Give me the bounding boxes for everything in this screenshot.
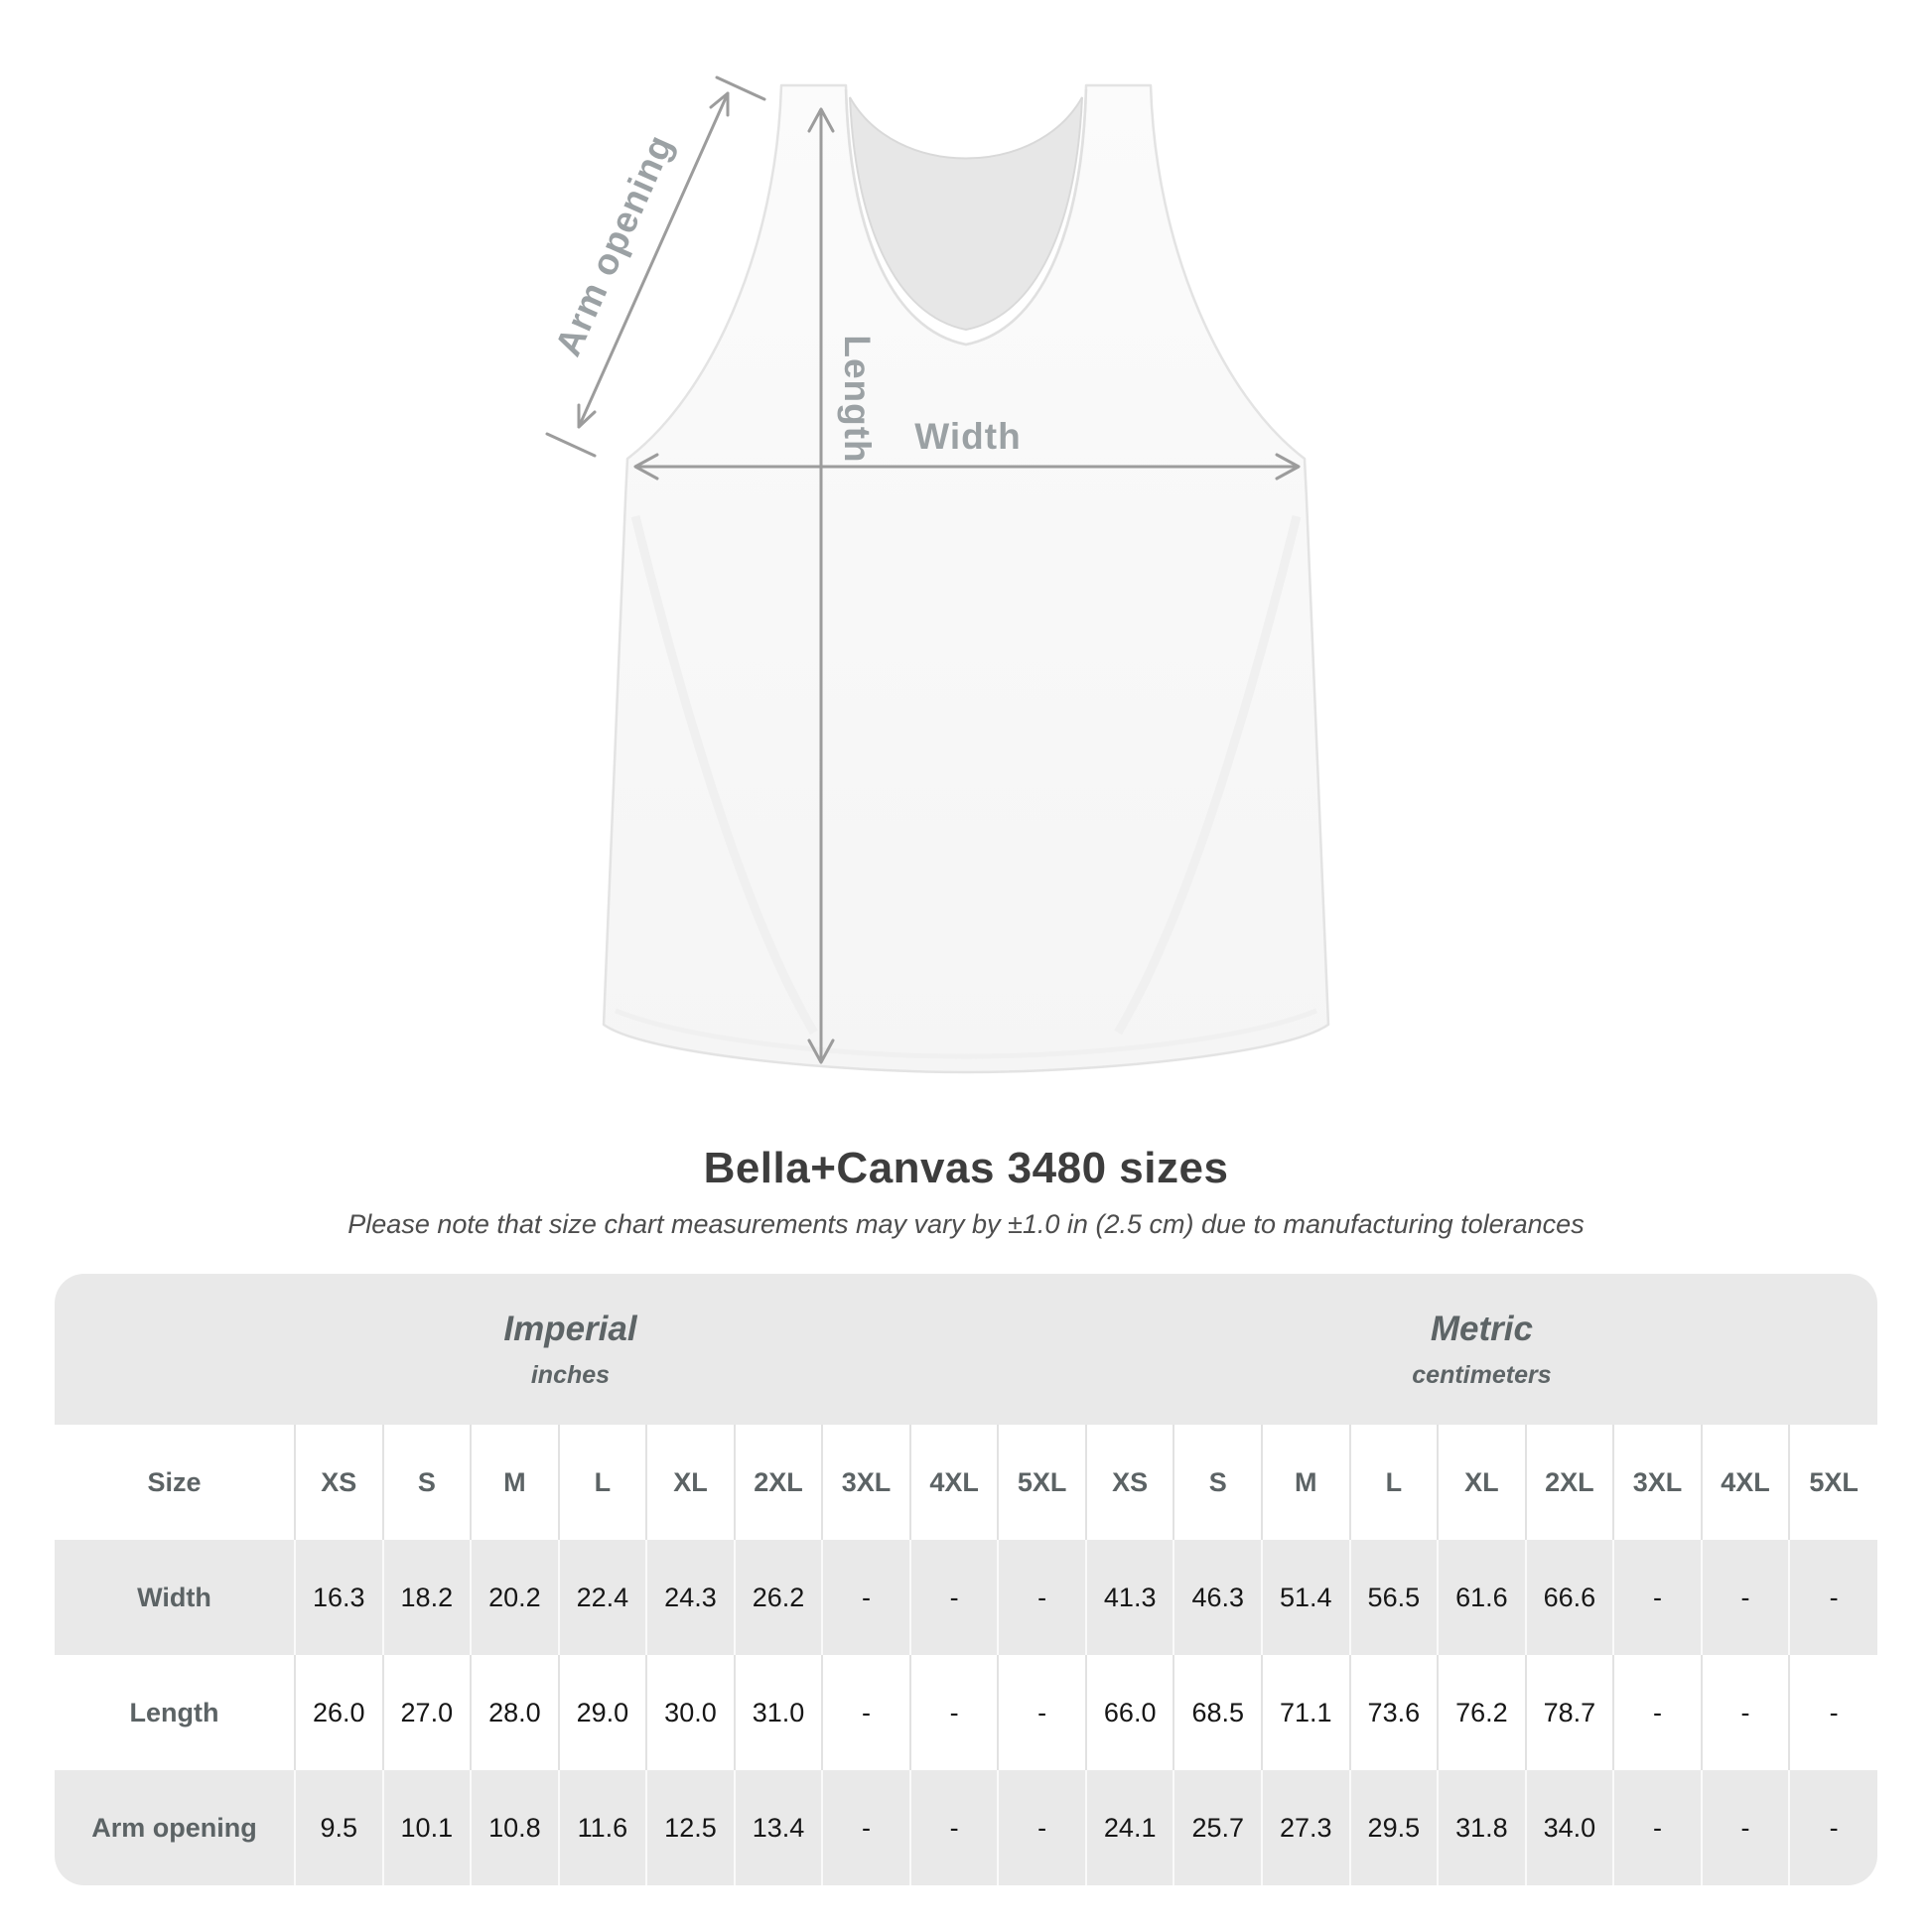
row-label-arm-opening: Arm opening: [91, 1812, 257, 1843]
col-header-metric-4xl: 4XL: [1702, 1425, 1790, 1540]
col-header-metric-m: M: [1262, 1425, 1350, 1540]
size-header-row: [55, 1425, 1877, 1540]
measurement-row-width: [55, 1540, 1877, 1655]
imperial-group-title: Imperial: [503, 1309, 637, 1348]
cell-arm-opening-metric-l: 29.5: [1350, 1770, 1439, 1885]
measurement-row-arm-opening: [55, 1770, 1877, 1885]
cell-width-metric-4xl: -: [1702, 1540, 1790, 1655]
cell-width-imperial-3xl: -: [822, 1540, 910, 1655]
col-header-imperial-4xl: 4XL: [910, 1425, 999, 1540]
cell-length-metric-5xl: -: [1789, 1655, 1877, 1770]
col-header-imperial-2xl: 2XL: [735, 1425, 823, 1540]
cell-arm-opening-metric-s: 25.7: [1173, 1770, 1262, 1885]
cell-length-metric-l: 73.6: [1350, 1655, 1439, 1770]
col-header-metric-3xl: 3XL: [1613, 1425, 1702, 1540]
cell-width-imperial-4xl: -: [910, 1540, 999, 1655]
cell-length-metric-xl: 76.2: [1438, 1655, 1526, 1770]
cell-length-metric-2xl: 78.7: [1526, 1655, 1614, 1770]
measurement-row-length: [55, 1655, 1877, 1770]
cell-width-imperial-2xl: 26.2: [735, 1540, 823, 1655]
cell-width-imperial-5xl: -: [998, 1540, 1086, 1655]
cell-length-metric-s: 68.5: [1173, 1655, 1262, 1770]
col-header-imperial-xl: XL: [646, 1425, 735, 1540]
length-label: Length: [837, 335, 878, 464]
cell-width-metric-5xl: -: [1789, 1540, 1877, 1655]
metric-group-header: [1086, 1274, 1877, 1425]
cell-arm-opening-imperial-2xl: 13.4: [735, 1770, 823, 1885]
cell-length-imperial-2xl: 31.0: [735, 1655, 823, 1770]
cell-width-imperial-l: 22.4: [559, 1540, 647, 1655]
cell-arm-opening-imperial-4xl: -: [910, 1770, 999, 1885]
metric-group-unit: centimeters: [1412, 1360, 1552, 1389]
col-header-metric-l: L: [1350, 1425, 1439, 1540]
cell-length-imperial-xl: 30.0: [646, 1655, 735, 1770]
cell-width-metric-l: 56.5: [1350, 1540, 1439, 1655]
size-table-panel: [55, 1274, 1877, 1885]
cell-arm-opening-imperial-xs: 9.5: [295, 1770, 383, 1885]
col-header-metric-xl: XL: [1438, 1425, 1526, 1540]
cell-arm-opening-imperial-m: 10.8: [471, 1770, 559, 1885]
cell-width-metric-xl: 61.6: [1438, 1540, 1526, 1655]
cell-arm-opening-imperial-s: 10.1: [383, 1770, 472, 1885]
col-header-imperial-xs: XS: [295, 1425, 383, 1540]
cell-arm-opening-metric-m: 27.3: [1262, 1770, 1350, 1885]
cell-width-metric-xs: 41.3: [1086, 1540, 1174, 1655]
col-header-imperial-s: S: [383, 1425, 472, 1540]
cell-length-metric-4xl: -: [1702, 1655, 1790, 1770]
cell-width-imperial-s: 18.2: [383, 1540, 472, 1655]
cell-arm-opening-metric-xl: 31.8: [1438, 1770, 1526, 1885]
col-header-metric-xs: XS: [1086, 1425, 1174, 1540]
cell-length-metric-xs: 66.0: [1086, 1655, 1174, 1770]
imperial-group-unit: inches: [530, 1360, 611, 1389]
size-column-header: Size: [147, 1466, 202, 1497]
cell-arm-opening-metric-5xl: -: [1789, 1770, 1877, 1885]
cell-width-metric-m: 51.4: [1262, 1540, 1350, 1655]
cell-arm-opening-metric-2xl: 34.0: [1526, 1770, 1614, 1885]
tolerance-note: Please note that size chart measurements may vary by ±1.0 in (2.5 cm) due to manufacturing tolerances: [347, 1209, 1585, 1239]
col-header-imperial-3xl: 3XL: [822, 1425, 910, 1540]
cell-width-imperial-xl: 24.3: [646, 1540, 735, 1655]
cell-length-metric-3xl: -: [1613, 1655, 1702, 1770]
cell-length-imperial-xs: 26.0: [295, 1655, 383, 1770]
cell-arm-opening-imperial-l: 11.6: [559, 1770, 647, 1885]
col-header-metric-5xl: 5XL: [1789, 1425, 1877, 1540]
page-title: Bella+Canvas 3480 sizes: [703, 1144, 1229, 1192]
unit-group-header-row: [55, 1274, 1877, 1425]
imperial-group-header: [55, 1274, 1086, 1425]
cell-arm-opening-imperial-3xl: -: [822, 1770, 910, 1885]
col-header-imperial-m: M: [471, 1425, 559, 1540]
cell-length-imperial-l: 29.0: [559, 1655, 647, 1770]
cell-arm-opening-imperial-xl: 12.5: [646, 1770, 735, 1885]
cell-arm-opening-metric-xs: 24.1: [1086, 1770, 1174, 1885]
cell-length-metric-m: 71.1: [1262, 1655, 1350, 1770]
cell-length-imperial-3xl: -: [822, 1655, 910, 1770]
cell-width-metric-s: 46.3: [1173, 1540, 1262, 1655]
col-header-metric-2xl: 2XL: [1526, 1425, 1614, 1540]
cell-length-imperial-5xl: -: [998, 1655, 1086, 1770]
width-label: Width: [914, 416, 1022, 457]
col-header-metric-s: S: [1173, 1425, 1262, 1540]
cell-length-imperial-m: 28.0: [471, 1655, 559, 1770]
cell-width-metric-3xl: -: [1613, 1540, 1702, 1655]
size-table: [55, 1274, 1877, 1885]
cell-width-imperial-m: 20.2: [471, 1540, 559, 1655]
cell-length-imperial-4xl: -: [910, 1655, 999, 1770]
metric-group-title: Metric: [1430, 1309, 1533, 1348]
arm-opening-label: Arm opening: [547, 128, 681, 362]
col-header-imperial-5xl: 5XL: [998, 1425, 1086, 1540]
col-header-imperial-l: L: [559, 1425, 647, 1540]
cell-width-metric-2xl: 66.6: [1526, 1540, 1614, 1655]
cell-arm-opening-imperial-5xl: -: [998, 1770, 1086, 1885]
cell-width-imperial-xs: 16.3: [295, 1540, 383, 1655]
row-label-length: Length: [129, 1697, 219, 1727]
row-label-width: Width: [137, 1582, 211, 1612]
cell-length-imperial-s: 27.0: [383, 1655, 472, 1770]
cell-arm-opening-metric-3xl: -: [1613, 1770, 1702, 1885]
cell-arm-opening-metric-4xl: -: [1702, 1770, 1790, 1885]
